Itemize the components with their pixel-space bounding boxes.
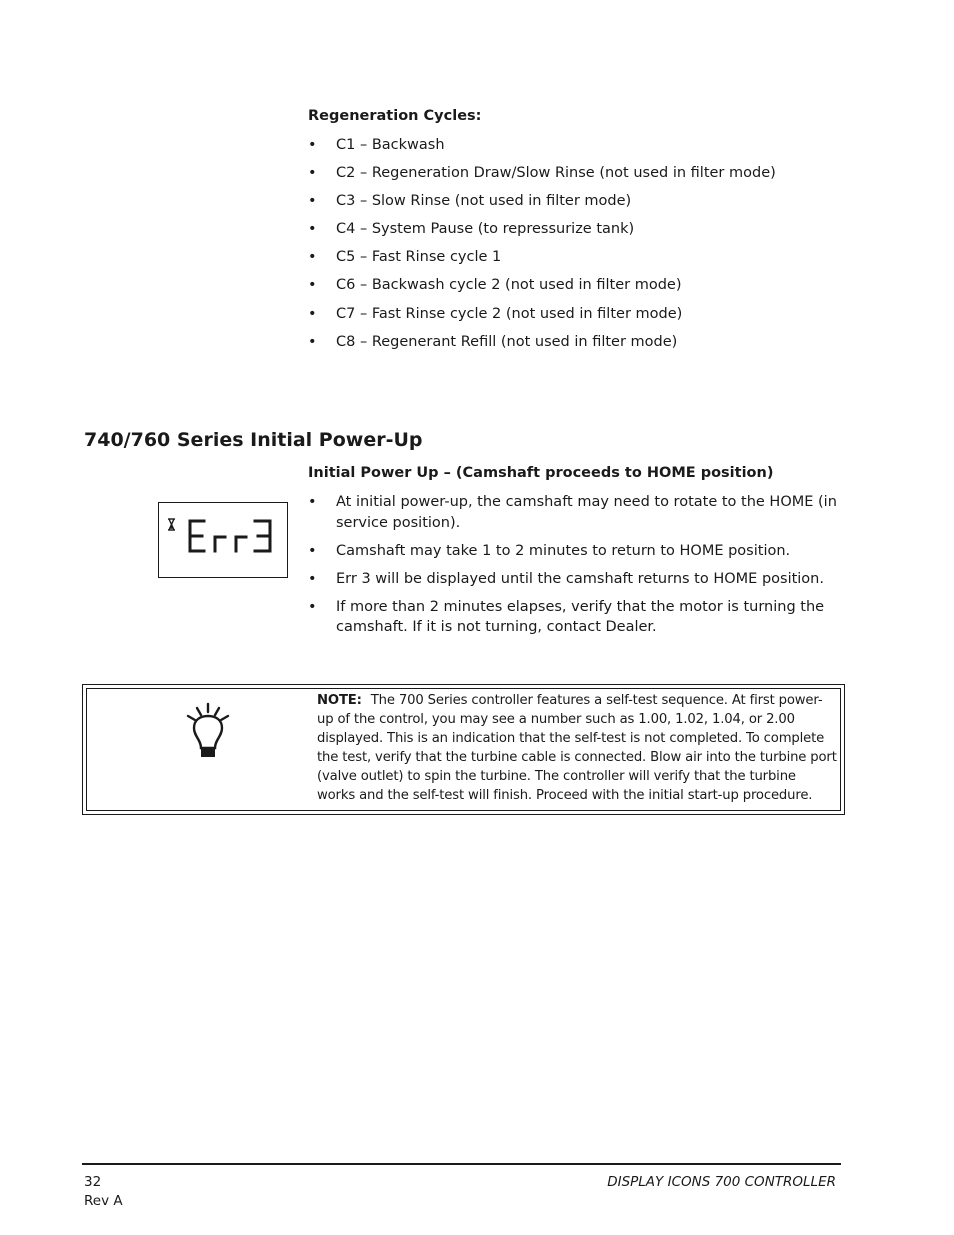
list-item-text: C2 – Regeneration Draw/Slow Rinse (not used in filter mode) (336, 165, 776, 182)
list-item (308, 219, 868, 247)
revision: Rev A (84, 1193, 123, 1209)
list-item-text: C4 – System Pause (to repressurize tank) (336, 221, 635, 238)
list-item (308, 569, 848, 590)
bullet: • (308, 570, 317, 587)
bullet: • (308, 305, 317, 322)
list-item (308, 247, 868, 275)
list-item (308, 492, 848, 533)
power-up-list (308, 492, 848, 645)
list-item-text: If more than 2 minutes elapses, verify that the motor is turning the camshaft. If it is not turning, contact Dealer. (336, 598, 825, 635)
bullet: • (308, 249, 317, 266)
note-text (317, 691, 837, 805)
bullet: • (308, 193, 317, 210)
list-item-text: C7 – Fast Rinse cycle 2 (not used in filter mode) (336, 305, 683, 322)
list-item (308, 135, 868, 163)
footer-rule (82, 1163, 841, 1165)
list-item-text: C8 – Regenerant Refill (not used in filter mode) (336, 333, 678, 350)
list-item (308, 191, 868, 219)
bullet: • (308, 165, 317, 182)
lcd-err3-graphic (159, 503, 287, 577)
list-item (308, 275, 868, 303)
list-item (308, 597, 848, 638)
list-item-text: C6 – Backwash cycle 2 (not used in filter mode) (336, 277, 682, 294)
bullet: • (308, 277, 317, 294)
page-number: 32 (84, 1174, 102, 1190)
bullet: • (308, 542, 317, 559)
bullet: • (308, 221, 317, 238)
note-body: The 700 Series controller features a self-test sequence. At first power-up of the control, you may see a number such as 1.00, 1.02, 1.04, or 2.00 displayed. This is an indication that the self-test is not completed. To complete the test, verify that the turbine cable is connected. Blow air into the turbine port (valve outlet) to spin the turbine. The controller will verify that the turbine works and the self-test will finish. Proceed with the initial start-up procedure. (317, 693, 837, 803)
hourglass-icon (168, 519, 175, 530)
regeneration-list (308, 135, 868, 360)
list-item (308, 332, 868, 360)
bullet: • (308, 333, 317, 350)
lcd-display (158, 502, 288, 578)
bullet: • (308, 137, 317, 153)
regeneration-heading: Regeneration Cycles: (308, 108, 482, 124)
list-item (308, 541, 848, 562)
lightbulb-icon (184, 702, 232, 762)
list-item-text: C5 – Fast Rinse cycle 1 (336, 249, 502, 266)
bullet: • (308, 598, 317, 615)
list-item (308, 304, 868, 332)
list-item-text: C1 – Backwash (336, 137, 445, 153)
list-item-text: Err 3 will be displayed until the camshaft returns to HOME position. (336, 570, 824, 587)
list-item-text: At initial power-up, the camshaft may need to rotate to the HOME (in service position). (336, 494, 837, 531)
document-title: DISPLAY ICONS 700 CONTROLLER (607, 1174, 836, 1190)
list-item (308, 163, 868, 191)
power-up-subheading: Initial Power Up – (Camshaft proceeds to HOME position) (308, 465, 774, 481)
bullet: • (308, 494, 317, 510)
note-label: NOTE: (317, 693, 362, 708)
list-item-text: C3 – Slow Rinse (not used in filter mode) (336, 193, 632, 210)
section-title: 740/760 Series Initial Power-Up (84, 429, 423, 451)
list-item-text: Camshaft may take 1 to 2 minutes to return to HOME position. (336, 542, 791, 559)
